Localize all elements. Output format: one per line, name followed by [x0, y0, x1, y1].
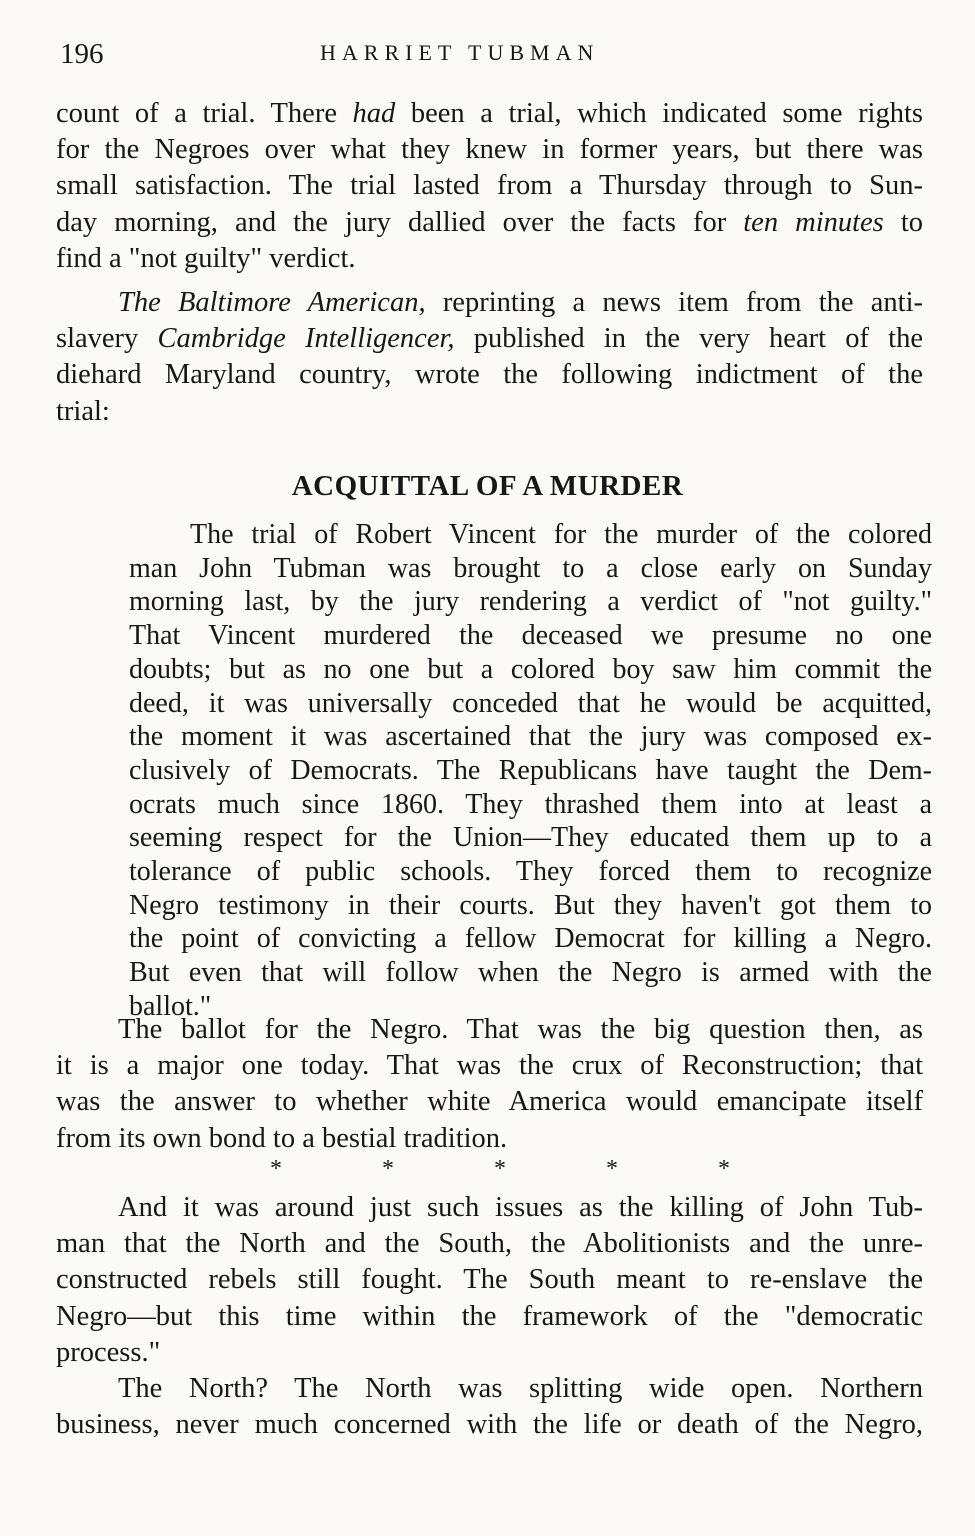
- baltimore-paragraph: [56, 285, 923, 430]
- quote-line-10: seeming respect for the Union—They educated them up to a: [129, 822, 932, 854]
- quote-line-5: doubts; but as no one but a colored boy saw him commit the: [129, 653, 932, 685]
- section-break-asterisk: *: [606, 1156, 618, 1182]
- opening-line-3: small satisfaction. The trial lasted from a Thursday through to Sun-: [56, 170, 923, 202]
- closing-line-4: Negro—but this time within the framework of the "democratic: [56, 1300, 923, 1332]
- closing-line-5: process.": [56, 1336, 161, 1368]
- quote-line-14: But even that will follow when the Negro is armed with the: [129, 957, 932, 989]
- ten-minutes-emphasis: ten minutes: [743, 206, 884, 238]
- quote-heading: ACQUITTAL OF A MURDER: [291, 470, 684, 503]
- closing-line-3: constructed rebels still fought. The South meant to re-enslave the: [56, 1264, 923, 1296]
- baltimore-line-2-rest: published in the very heart of the: [454, 323, 923, 355]
- quote-line-12: Negro testimony in their courts. But they haven't got them to: [129, 889, 932, 921]
- ballot-line-1: The ballot for the Negro. That was the big question then, as: [118, 1014, 923, 1045]
- quote-line-11: tolerance of public schools. They forced them to recognize: [129, 856, 932, 888]
- baltimore-line-2: [56, 321, 923, 357]
- quote-line-13: the point of convicting a fellow Democrat for killing a Negro.: [129, 923, 932, 955]
- quote-line-8: clusively of Democrats. The Republicans have taught the Dem-: [129, 754, 932, 786]
- quote-line-2: man John Tubman was brought to a close early on Sunday: [129, 552, 932, 584]
- quote-line-4: That Vincent murdered the deceased we presume no one: [129, 620, 932, 652]
- opening-line-4-start: day morning, and the jury dallied over the facts for: [56, 206, 744, 238]
- baltimore-line-3: diehard Maryland country, wrote the following indictment of the: [56, 359, 923, 391]
- opening-line-4-end: to: [883, 206, 923, 238]
- quote-line-7: the moment it was ascertained that the jury was composed ex-: [129, 721, 932, 753]
- quote-line-15: ballot.": [129, 990, 212, 1022]
- newspaper-quote: [129, 518, 932, 1024]
- ballot-line-4: from its own bond to a bestial tradition.: [56, 1122, 508, 1154]
- section-break: [270, 1155, 730, 1183]
- ballot-paragraph: [56, 1012, 923, 1157]
- baltimore-line-1-rest: reprinting a news item from the anti-: [425, 287, 923, 318]
- closing-line-6: The North? The North was splitting wide open. Northern: [118, 1373, 923, 1405]
- section-break-asterisk: *: [494, 1156, 506, 1182]
- closing-line-2: man that the North and the South, the Abolitionists and the unre-: [56, 1228, 923, 1260]
- quote-line-9: ocrats much since 1860. They thrashed them into at least a: [129, 788, 932, 820]
- baltimore-american-title: The Baltimore American,: [118, 287, 426, 318]
- opening-line-1-start: count of a trial. There: [56, 98, 353, 129]
- opening-line-4: [56, 205, 923, 241]
- closing-paragraphs: [56, 1190, 923, 1443]
- ballot-line-2: it is a major one today. That was the crux of Reconstruction; that: [56, 1050, 923, 1082]
- baltimore-line-1: [56, 285, 923, 321]
- baltimore-line-2-start: slavery: [56, 323, 158, 355]
- opening-line-5: find a "not guilty" verdict.: [56, 242, 356, 274]
- quote-line-6: deed, it was universally conceded that he would be acquitted,: [129, 687, 932, 719]
- section-break-asterisk: *: [718, 1156, 730, 1182]
- section-break-asterisk: *: [382, 1156, 394, 1182]
- page-number: 196: [60, 38, 104, 70]
- quote-line-3: morning last, by the jury rendering a verdict of "not guilty.": [129, 586, 932, 618]
- running-head: HARRIET TUBMAN: [320, 40, 600, 65]
- opening-line-2: for the Negroes over what they knew in former years, but there was: [56, 134, 923, 166]
- section-break-asterisk: *: [270, 1156, 282, 1182]
- closing-line-7: business, never much concerned with the life or death of the Negro,: [56, 1409, 923, 1441]
- opening-line-1-end: been a trial, which indicated some rights: [395, 98, 923, 129]
- opening-line-1: [56, 96, 923, 132]
- quote-line-1: The trial of Robert Vincent for the murder of the colored: [190, 519, 932, 550]
- ballot-line-3: was the answer to whether white America would emancipate itself: [56, 1086, 923, 1118]
- cambridge-intelligencer-title: Cambridge Intelligencer,: [157, 323, 455, 355]
- opening-paragraph: [56, 96, 923, 277]
- baltimore-line-4: trial:: [56, 395, 110, 427]
- closing-line-1: And it was around just such issues as the killing of John Tub-: [118, 1192, 923, 1223]
- had-emphasis: had: [352, 98, 396, 129]
